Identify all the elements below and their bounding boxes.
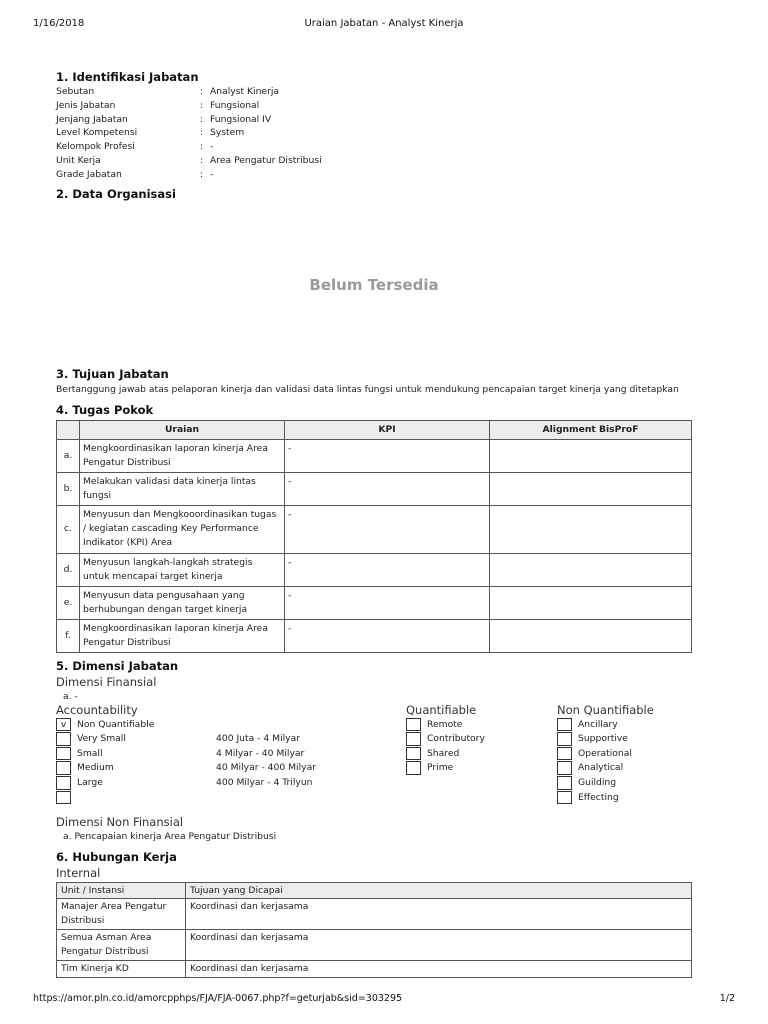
table-row (57, 439, 692, 472)
checkbox[interactable] (557, 732, 572, 746)
checkbox[interactable]: v (56, 718, 71, 732)
accountability-head: Accountability (56, 702, 138, 717)
quantifiable-column (406, 703, 546, 776)
option-label: Operational (578, 747, 632, 759)
option-label: Prime (427, 762, 454, 774)
dimensi-non-finansial-item: a. Pencapaian kinerja Area Pengatur Distribusi (63, 830, 277, 842)
row-kpi: - (285, 553, 490, 586)
field-colon: : (200, 168, 204, 180)
non-quantifiable-option (557, 718, 692, 733)
checkbox[interactable] (56, 776, 71, 790)
accountability-option (56, 718, 396, 733)
col-uraian-header: Uraian (80, 420, 285, 439)
non-quantifiable-head: Non Quantifiable (557, 702, 654, 717)
identifikasi-row (56, 140, 692, 154)
field-colon: : (200, 99, 204, 111)
page-header (0, 18, 768, 32)
checkbox[interactable] (406, 718, 421, 732)
row-kpi: - (285, 586, 490, 619)
row-alignment (490, 505, 692, 553)
checkbox[interactable] (56, 761, 71, 775)
non-quantifiable-option (557, 776, 692, 791)
option-label: Analytical (578, 762, 624, 774)
field-label: Kelompok Profesi (56, 141, 135, 153)
option-label: Large (77, 776, 103, 788)
option-range: 40 Milyar - 400 Milyar (216, 762, 316, 774)
identifikasi-row (56, 168, 692, 182)
col-alignment-header: Alignment BisProF (490, 420, 692, 439)
col-index-header (57, 420, 80, 439)
hubungan-table (56, 882, 692, 978)
row-index: d. (57, 553, 80, 586)
row-unit: Tim Kinerja KD (57, 960, 186, 977)
row-uraian: Menyusun dan Mengkooordinasikan tugas / kegiatan cascading Key Performance Indikator (KPI) Area (80, 505, 285, 553)
document-title: Uraian Jabatan - Analyst Kinerja (304, 18, 464, 29)
row-kpi: - (285, 619, 490, 652)
dimensi-non-finansial-label: Dimensi Non Finansial (56, 814, 184, 829)
identifikasi-row (56, 113, 692, 127)
quantifiable-head: Quantifiable (406, 702, 477, 717)
hubungan-internal-label: Internal (56, 865, 101, 880)
non-quantifiable-option (557, 747, 692, 762)
field-value: Area Pengatur Distribusi (210, 154, 322, 166)
table-row (57, 619, 692, 652)
field-value: - (210, 141, 214, 153)
non-quantifiable-option (557, 732, 692, 747)
checkbox[interactable] (557, 791, 572, 805)
row-uraian: Melakukan validasi data kinerja lintas fungsi (80, 472, 285, 505)
checkbox[interactable] (56, 732, 71, 746)
section-tujuan-title: 3. Tujuan Jabatan (56, 366, 169, 381)
row-tujuan: Koordinasi dan kerjasama (186, 929, 692, 960)
table-row (57, 553, 692, 586)
option-label: Non Quantifiable (77, 718, 155, 730)
row-kpi: - (285, 439, 490, 472)
option-label: Ancillary (578, 718, 618, 730)
row-alignment (490, 553, 692, 586)
table-header-row (57, 882, 692, 898)
row-kpi: - (285, 505, 490, 553)
checkbox[interactable] (406, 732, 421, 746)
field-label: Level Kompetensi (56, 127, 138, 139)
option-range: 4 Milyar - 40 Milyar (216, 747, 305, 759)
field-label: Sebutan (56, 86, 95, 97)
option-range: 400 Milyar - 4 Trilyun (216, 776, 313, 788)
row-unit: Manajer Area Pengatur Distribusi (57, 898, 186, 929)
option-label: Guilding (578, 776, 617, 788)
print-date: 1/16/2018 (33, 18, 85, 29)
row-alignment (490, 439, 692, 472)
option-label: Very Small (77, 733, 126, 745)
row-alignment (490, 619, 692, 652)
page-url: https://amor.pln.co.id/amorcpphps/FJA/FJA-0067.php?f=geturjab&sid=303295 (33, 993, 403, 1004)
option-label: Shared (427, 747, 460, 759)
field-label: Unit Kerja (56, 154, 101, 166)
row-tujuan: Koordinasi dan kerjasama (186, 898, 692, 929)
option-label: Contributory (427, 733, 485, 745)
non-quantifiable-column (557, 703, 692, 806)
dimensi-finansial-label: Dimensi Finansial (56, 674, 157, 689)
checkbox[interactable] (56, 791, 71, 805)
option-label: Small (77, 747, 103, 759)
field-label: Jenjang Jabatan (56, 113, 128, 125)
field-colon: : (200, 154, 204, 166)
identifikasi-list (56, 85, 692, 182)
field-value: Fungsional (210, 99, 260, 111)
non-quantifiable-option (557, 791, 692, 806)
checkbox[interactable] (557, 718, 572, 732)
page-footer (0, 993, 768, 1007)
checkbox[interactable] (406, 761, 421, 775)
field-value: System (210, 127, 245, 139)
field-colon: : (200, 113, 204, 125)
table-row (57, 929, 692, 960)
row-alignment (490, 586, 692, 619)
field-value: - (210, 168, 214, 180)
field-colon: : (200, 141, 204, 153)
quantifiable-option (406, 718, 546, 733)
accountability-option (56, 791, 396, 806)
option-label: Medium (77, 762, 114, 774)
accountability-option (56, 732, 396, 747)
tujuan-text: Bertanggung jawab atas pelaporan kinerja dan validasi data lintas fungsi untuk mendukung pencapaian target kinerja yang ditetapkan (56, 383, 679, 395)
accountability-option (56, 747, 396, 762)
field-value: Fungsional IV (210, 113, 272, 125)
quantifiable-option (406, 761, 546, 776)
table-row (57, 586, 692, 619)
identifikasi-row (56, 99, 692, 113)
table-row (57, 505, 692, 553)
row-alignment (490, 472, 692, 505)
non-quantifiable-option (557, 761, 692, 776)
row-uraian: Mengkoordinasikan laporan kinerja Area Pengatur Distribusi (80, 619, 285, 652)
field-value: Analyst Kinerja (210, 86, 280, 97)
field-label: Grade Jabatan (56, 168, 122, 180)
accountability-option (56, 761, 396, 776)
row-uraian: Menyusun langkah-langkah strategis untuk mencapai target kinerja (80, 553, 285, 586)
section-organisasi-title: 2. Data Organisasi (56, 186, 176, 201)
checkbox[interactable] (557, 776, 572, 790)
section-dimensi-title: 5. Dimensi Jabatan (56, 658, 179, 673)
row-index: c. (57, 505, 80, 553)
option-range: 400 Juta - 4 Milyar (216, 733, 301, 745)
dimensi-finansial-item: a. - (63, 690, 78, 702)
row-index: b. (57, 472, 80, 505)
field-colon: : (200, 127, 204, 139)
row-index: a. (57, 439, 80, 472)
section-tugas-title: 4. Tugas Pokok (56, 402, 154, 417)
row-index: f. (57, 619, 80, 652)
dimensi-grid (56, 703, 692, 803)
col-tujuan-header: Tujuan yang Dicapai (186, 882, 692, 898)
field-label: Jenis Jabatan (56, 99, 116, 111)
table-row (57, 472, 692, 505)
checkbox[interactable] (557, 747, 572, 761)
org-chart-placeholder (56, 202, 692, 366)
row-tujuan: Koordinasi dan kerjasama (186, 960, 692, 977)
checkbox[interactable] (406, 747, 421, 761)
page-number: 1/2 (719, 993, 735, 1004)
row-uraian: Mengkoordinasikan laporan kinerja Area Pengatur Distribusi (80, 439, 285, 472)
quantifiable-option (406, 732, 546, 747)
placeholder-text: Belum Tersedia (309, 275, 439, 294)
checkbox[interactable] (557, 761, 572, 775)
col-kpi-header: KPI (285, 420, 490, 439)
option-label: Supportive (578, 733, 628, 745)
quantifiable-option (406, 747, 546, 762)
row-unit: Semua Asman Area Pengatur Distribusi (57, 929, 186, 960)
identifikasi-row (56, 126, 692, 140)
row-kpi: - (285, 472, 490, 505)
option-label: Effecting (578, 791, 619, 803)
accountability-option (56, 776, 396, 791)
accountability-column (56, 703, 396, 806)
row-index: e. (57, 586, 80, 619)
tugas-table (56, 420, 692, 653)
table-row (57, 960, 692, 977)
option-label: Remote (427, 718, 463, 730)
table-header-row (57, 420, 692, 439)
col-unit-header: Unit / Instansi (57, 882, 186, 898)
section-identifikasi-title: 1. Identifikasi Jabatan (56, 70, 199, 84)
checkbox[interactable] (56, 747, 71, 761)
section-hubungan-title: 6. Hubungan Kerja (56, 849, 177, 864)
table-row (57, 898, 692, 929)
row-uraian: Menyusun data pengusahaan yang berhubungan dengan target kinerja (80, 586, 285, 619)
identifikasi-row (56, 85, 692, 99)
document-body (56, 68, 692, 978)
identifikasi-row (56, 154, 692, 168)
field-colon: : (200, 86, 204, 97)
